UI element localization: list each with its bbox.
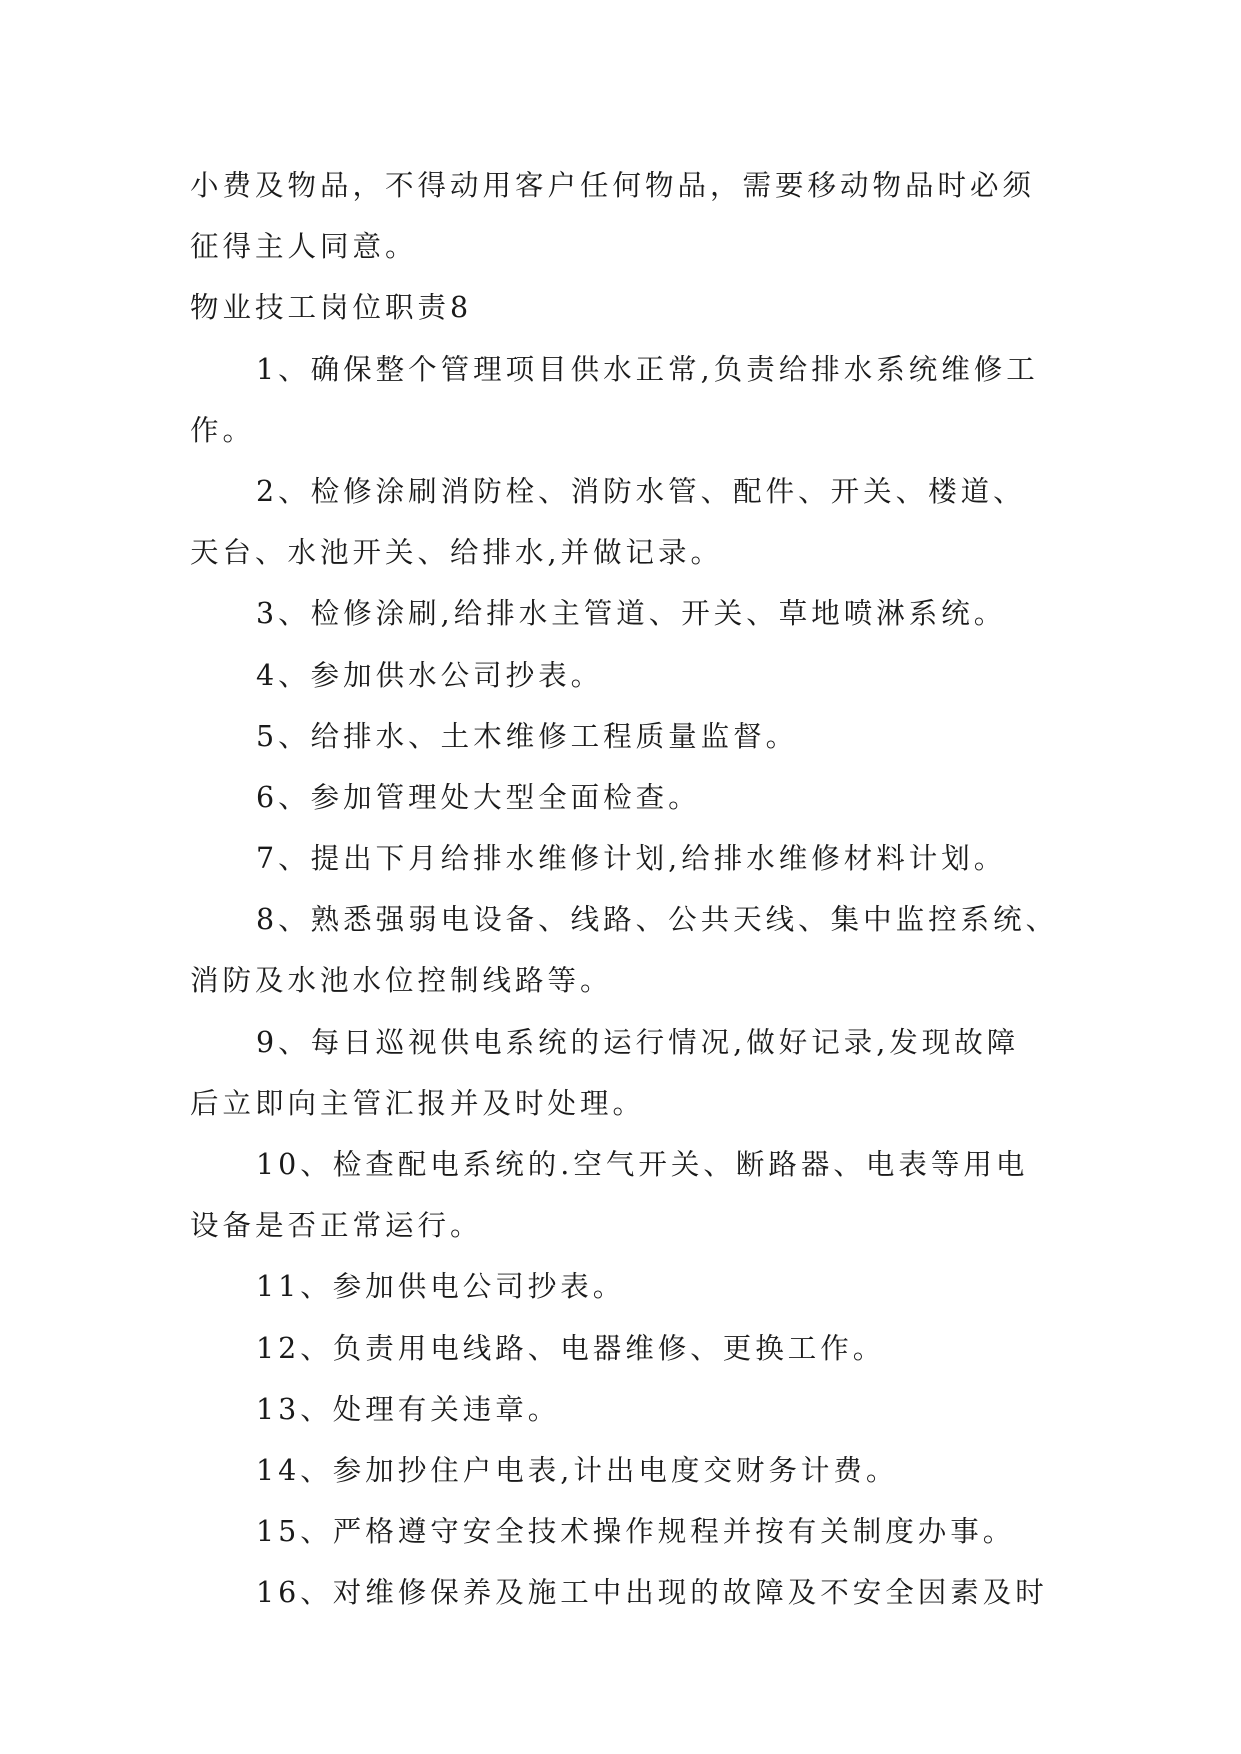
text-line: 消防及水池水位控制线路等。 [190,964,613,998]
list-item: 7、提出下月给排水维修计划,给排水维修材料计划。 [256,842,1007,876]
list-item: 10、检查配电系统的.空气开关、断路器、电表等用电 [256,1148,1029,1181]
list-item: 1、确保整个管理项目供水正常,负责给排水系统维修工 [256,352,1039,386]
list-item: 4、参加供水公司抄表。 [256,658,604,692]
list-item: 11、参加供电公司抄表。 [256,1270,626,1304]
list-item: 5、给排水、土木维修工程质量监督。 [256,719,799,753]
text-line: 作。 [190,413,256,447]
text-line: 小费及物品，不得动用客户任何物品，需要移动物品时必须 [190,169,1036,202]
text-line: 天台、水池开关、给排水,并做记录。 [190,536,724,570]
document-body [190,155,1070,1624]
list-item: 3、检修涂刷,给排水主管道、开关、草地喷淋系统。 [256,597,1007,631]
list-item: 16、对维修保养及施工中出现的故障及不安全因素及时 [256,1576,1048,1610]
list-item: 2、检修涂刷消防栓、消防水管、配件、开关、楼道、 [256,474,1026,508]
list-item: 6、参加管理处大型全面检查。 [256,780,701,814]
list-item: 8、熟悉强弱电设备、线路、公共天线、集中监控系统、 [256,903,1059,937]
list-item: 12、负责用电线路、电器维修、更换工作。 [256,1331,886,1365]
text-line: 后立即向主管汇报并及时处理。 [190,1086,646,1120]
list-item: 14、参加抄住户电表,计出电度交财务计费。 [256,1453,899,1487]
text-line: 征得主人同意。 [190,230,418,264]
text-line: 设备是否正常运行。 [190,1209,483,1243]
list-item: 13、处理有关违章。 [256,1392,561,1426]
section-heading: 物业技工岗位职责8 [190,291,473,325]
list-item: 9、每日巡视供电系统的运行情况,做好记录,发现故障 [256,1025,1020,1059]
list-item: 15、严格遵守安全技术操作规程并按有关制度办事。 [256,1515,1016,1549]
